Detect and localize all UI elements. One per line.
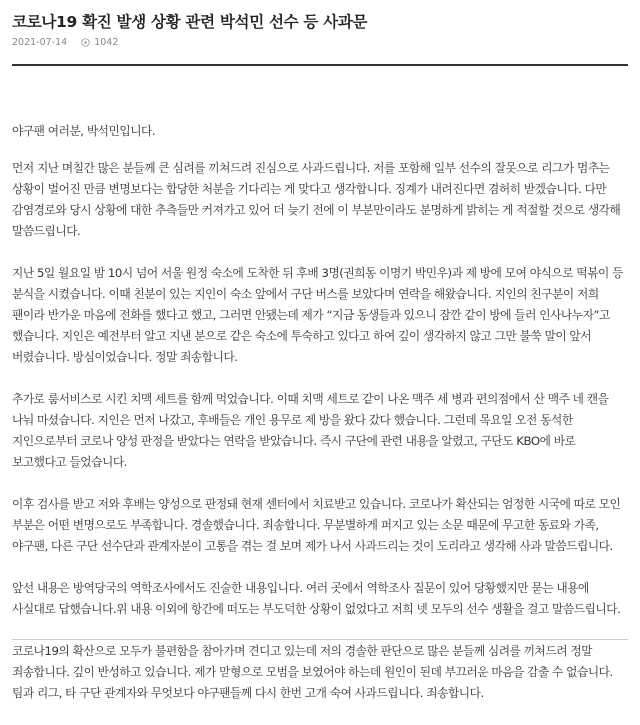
article-title: 코로나19 확진 발생 상황 관련 박석민 선수 등 사과문 (12, 13, 368, 31)
paragraph: 앞선 내용은 방역당국의 역학조사에서도 진술한 내용입니다. 여러 곳에서 역학조사 질문이 있어 당황했지만 묻는 내용에 사실대로 답했습니다.위 내용 이외에 항간에 떠도는 부도덕한 상황이 없었다고 저희 넷 모두의 선수 생활을 걸고 말씀드립니다. (12, 581, 621, 616)
view-count: 1042 (94, 37, 119, 48)
eye-icon (81, 38, 90, 47)
footer-divider (12, 639, 628, 640)
paragraph: 먼저 지난 며칠간 많은 분들께 큰 심려를 끼쳐드려 진심으로 사과드립니다. 저를 포함해 일부 선수의 잘못으로 리그가 멈추는 상황이 벌어진 만큼 변명보다는 합당한 처분을 기다리는 게 맞다고 생각합니다. 징계가 내려진다면 겸허히 받겠습니다. 다만 감염경로와 당시 상황에 대한 추측들만 커져가고 있어 더 늦기 전에 이 부분만이라도 분명하게 밝히는 게 적절할 것으로 생각해 말씀드립니다. (12, 161, 621, 238)
paragraph: 야구팬 여러분, 박석민입니다. (12, 124, 156, 138)
article-body (12, 121, 628, 725)
paragraph: 이후 검사를 받고 저와 후배는 양성으로 판정돼 현재 센터에서 치료받고 있습니다. 코로나가 확산되는 엄정한 시국에 따로 모인 부분은 어떤 변명으로도 부족합니다. 경솔했습니다. 죄송합니다. 무분별하게 퍼지고 있는 소문 때문에 무고한 동료와 가족, 야구팬, 다른 구단 선수단과 관계자분이 고통을 겪는 걸 보며 제가 나서 사과드리는 것이 도리라고 생각해 사과 말씀드립니다. (12, 497, 621, 553)
paragraph: 코로나19의 확산으로 모두가 불편함을 참아가며 견디고 있는데 저의 경솔한 판단으로 많은 분들께 심려를 끼쳐드려 정말 죄송합니다. 깊이 반성하고 있습니다. 제가 맏형으로 모범을 보였어야 하는데 원인이 된데 부끄러운 마음을 감출 수 없습니다. 팀과 리그, 타 구단 관계자와 무엇보다 야구팬들께 다시 한번 고개 숙여 사과드립니다. 죄송합니다. (12, 644, 613, 700)
header-divider (12, 64, 628, 66)
article-meta (12, 37, 118, 48)
paragraph: 추가로 룸서비스로 시킨 치맥 세트를 함께 먹었습니다. 이때 치맥 세트로 같이 나온 맥주 세 병과 편의점에서 산 맥주 네 캔을 나눠 마셨습니다. 지인은 먼저 나갔고, 후배들은 개인 용무로 제 방을 왔다 갔다 했습니다. 그런데 목요일 오전 동석한 지인으로부터 코로나 양성 판정을 받았다는 연락을 받았습니다. 즉시 구단에 관련 내용을 알렸고, 구단도 KBO에 바로 보고했다고 들었습니다. (12, 392, 609, 469)
article-date: 2021-07-14 (12, 37, 68, 48)
paragraph: 지난 5일 월요일 밤 10시 넘어 서울 원정 숙소에 도착한 뒤 후배 3명(권희동 이명기 박민우)과 제 방에 모여 야식으로 떡볶이 등 분식을 시켰습니다. 이때 친분이 있는 지인이 숙소 앞에서 구단 버스를 보았다며 연락을 해왔습니다. 지인의 친구분이 저희 팬이라 반가운 마음에 전화를 했다고 했고, 그러면 안됐는데 제가 “지금 동생들과 있으니 잠깐 같이 방에 들러 인사나누자”고 했습니다. 지인은 예전부터 알고 지낸 분으로 같은 숙소에 투숙하고 있다고 하여 깊이 생각하지 않고 그만 불쑥 말이 앞서 버렸습니다. 방심이었습니다. 정말 죄송합니다. (12, 266, 623, 364)
